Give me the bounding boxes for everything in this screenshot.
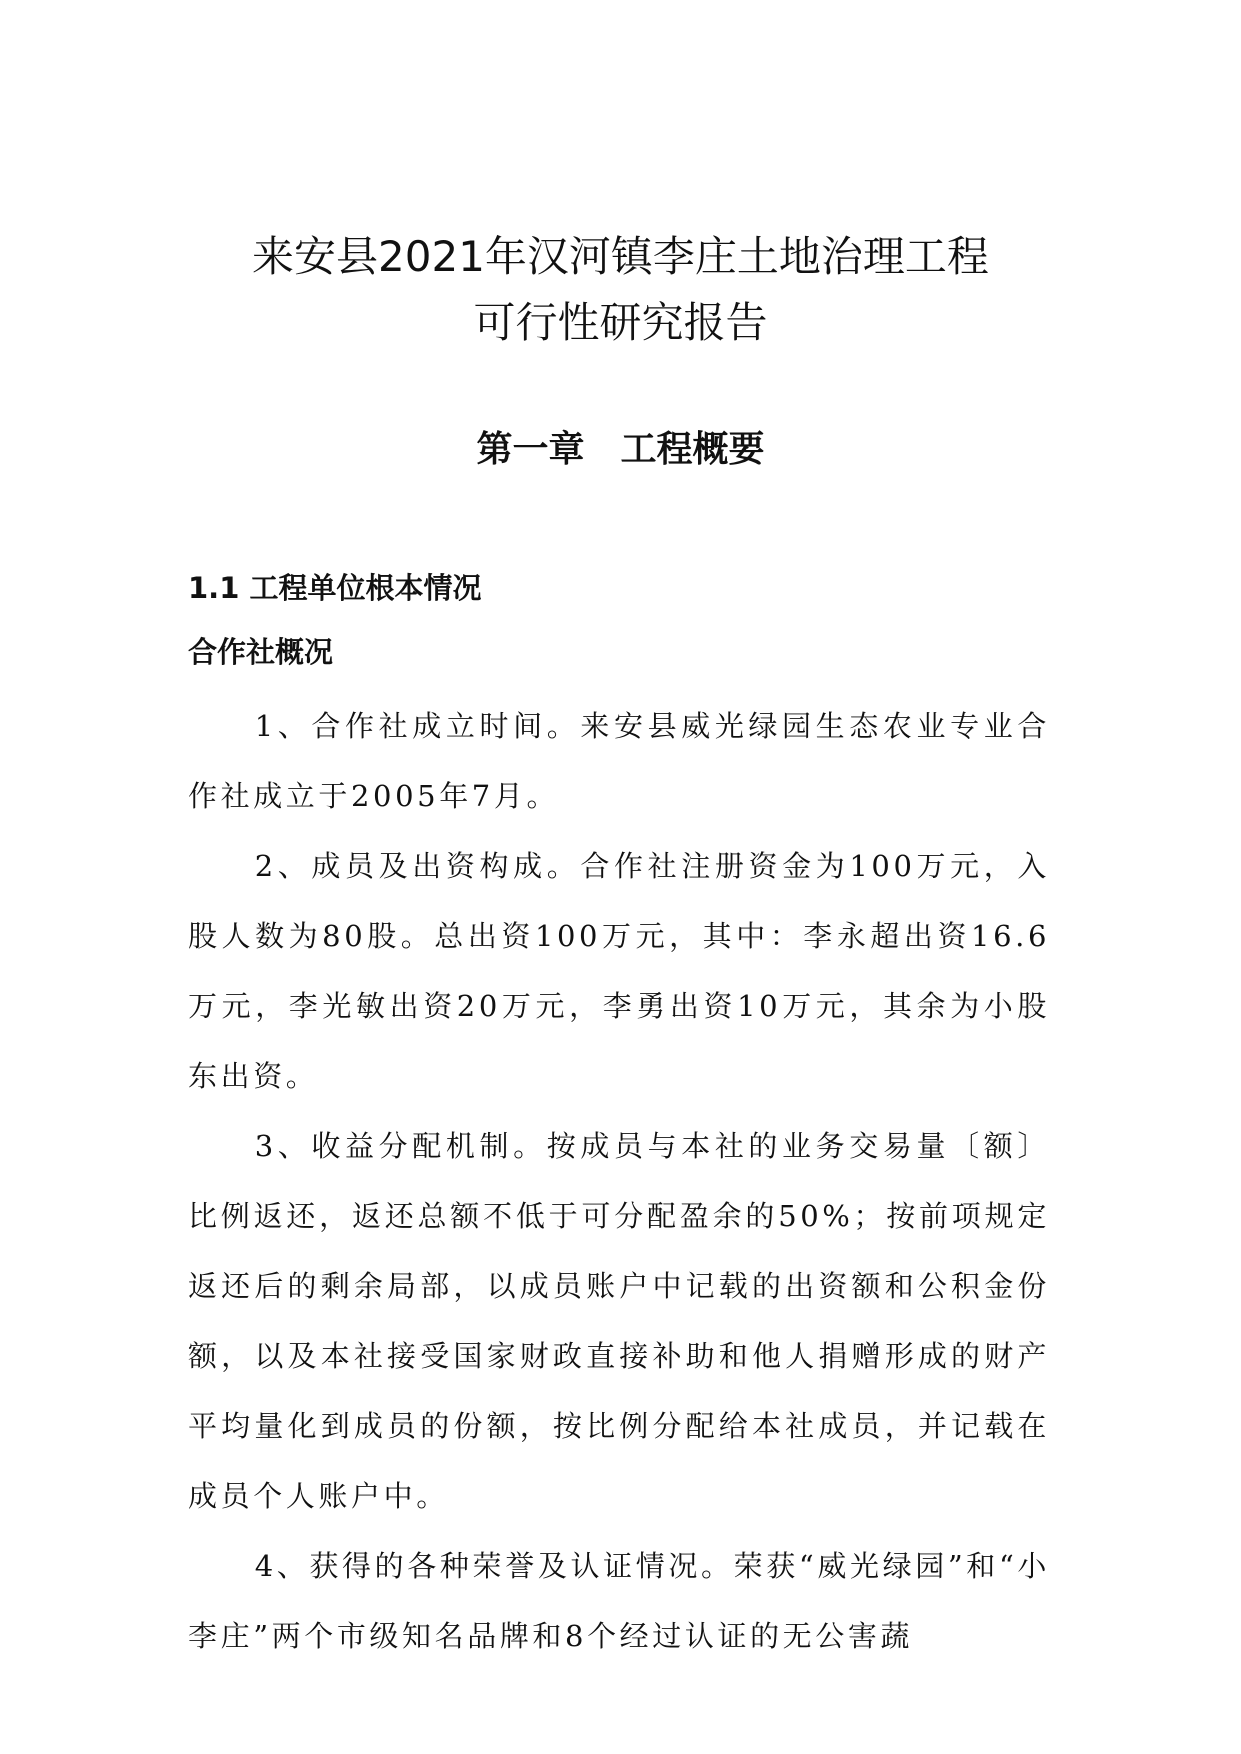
paragraph-4: 4、获得的各种荣誉及认证情况。荣获“威光绿园”和“小李庄”两个市级知名品牌和8个经过认证的无公害蔬 bbox=[188, 1549, 1050, 1653]
report-title-line-1: 来安县2021年汉河镇李庄土地治理工程 bbox=[252, 232, 989, 281]
report-title-line-2: 可行性研究报告 bbox=[473, 298, 768, 347]
body-text bbox=[188, 691, 1050, 1671]
paragraph-2: 2、成员及出资构成。合作社注册资金为100万元，入股人数为80股。总出资100万元，其中：李永超出资16.6万元，李光敏出资20万元，李勇出资10万元，其余为小股东出资。 bbox=[188, 849, 1050, 1093]
section-heading: 1.1 工程单位根本情况 bbox=[188, 571, 482, 605]
paragraph-3: 3、收益分配机制。按成员与本社的业务交易量〔额〕比例返还，返还总额不低于可分配盈余的50%；按前项规定返还后的剩余局部，以成员账户中记载的出资额和公积金份额，以及本社接受国家财政直接补助和他人捐赠形成的财产平均量化到成员的份额，按比例分配给本社成员，并记载在成员个人账户中。 bbox=[188, 1129, 1050, 1513]
chapter-heading: 第一章 工程概要 bbox=[476, 429, 765, 470]
subsection-heading: 合作社概况 bbox=[188, 635, 334, 669]
paragraph-1: 1、合作社成立时间。来安县威光绿园生态农业专业合作社成立于2005年7月。 bbox=[188, 709, 1050, 813]
